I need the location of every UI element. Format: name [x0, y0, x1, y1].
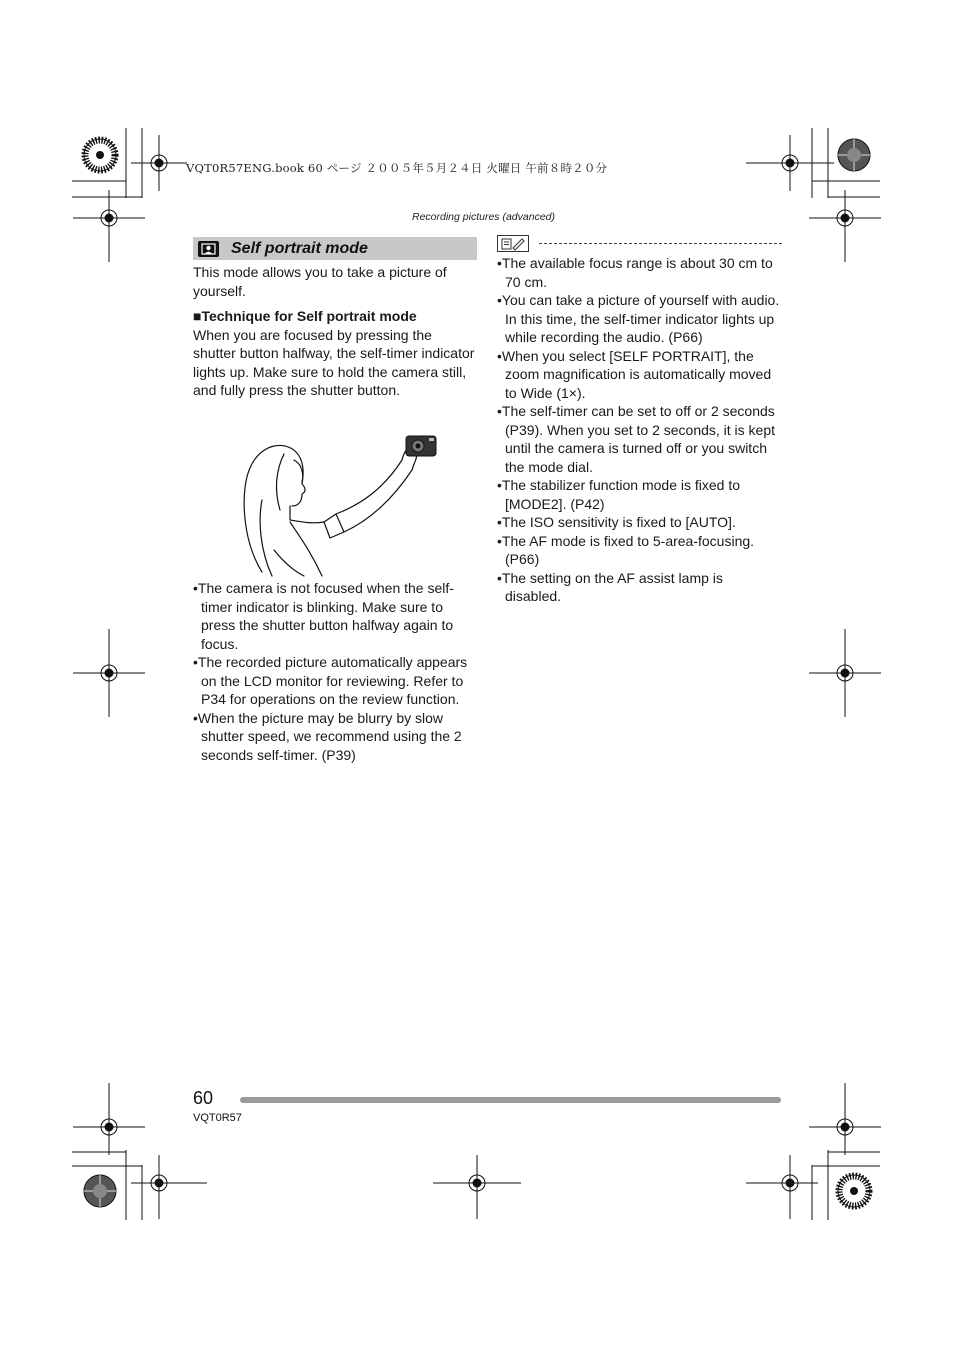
- list-item: • The setting on the AF assist lamp is disabled.: [497, 569, 782, 606]
- left-column: [193, 263, 477, 400]
- list-item: • The ISO sensitivity is fixed to [AUTO].: [497, 513, 782, 532]
- list-item: • The self-timer can be set to off or 2 seconds (P39). When you set to 2 seconds, it is kept until the camera is turned off or you switch the mode dial.: [497, 402, 782, 476]
- running-head: Recording pictures (advanced): [412, 211, 555, 223]
- list-item: • When the picture may be blurry by slow shutter speed, we recommend using the 2 seconds self-timer. (P39): [193, 709, 477, 765]
- print-job-header: VQT0R57ENG.book 60 ページ ２００５年５月２４日 火曜日 午前８時２０分: [186, 161, 608, 175]
- page-number: 60: [193, 1088, 214, 1108]
- technique-paragraph: When you are focused by pressing the shutter button halfway, the self-timer indicator lights up. Make sure to hold the camera still, and fully press the shutter button.: [193, 326, 475, 398]
- technique-heading: ■ Technique for Self portrait mode: [193, 307, 477, 326]
- footer-rule: [240, 1097, 781, 1103]
- self-portrait-illustration: [232, 430, 442, 578]
- list-item: • The stabilizer function mode is fixed to [MODE2]. (P42): [497, 476, 782, 513]
- list-item: • The recorded picture automatically appears on the LCD monitor for reviewing. Refer to P34 for operations on the review function.: [193, 653, 477, 709]
- left-bullets: [193, 579, 477, 764]
- model-code: VQT0R57: [193, 1112, 242, 1124]
- intro-paragraph: This mode allows you to take a picture of yourself.: [193, 264, 447, 299]
- note-divider: [539, 243, 782, 244]
- self-portrait-mode-icon: [198, 241, 219, 257]
- section-title-bar: [193, 237, 477, 260]
- right-bullets: [497, 254, 782, 606]
- list-item: • The available focus range is about 30 cm to 70 cm.: [497, 254, 782, 291]
- camera-drawing: [406, 436, 436, 456]
- section-title: Self portrait mode: [231, 239, 368, 257]
- note-header: [497, 234, 782, 252]
- list-item: • The camera is not focused when the self-timer indicator is blinking. Make sure to press the shutter button halfway again to focus.: [193, 579, 477, 653]
- list-item: • You can take a picture of yourself with audio. In this time, the self-timer indicator lights up while recording the audio. (P66): [497, 291, 782, 347]
- note-icon: [497, 235, 529, 252]
- list-item: • The AF mode is fixed to 5-area-focusing. (P66): [497, 532, 782, 569]
- list-item: • When you select [SELF PORTRAIT], the zoom magnification is automatically moved to Wide (1×).: [497, 347, 782, 403]
